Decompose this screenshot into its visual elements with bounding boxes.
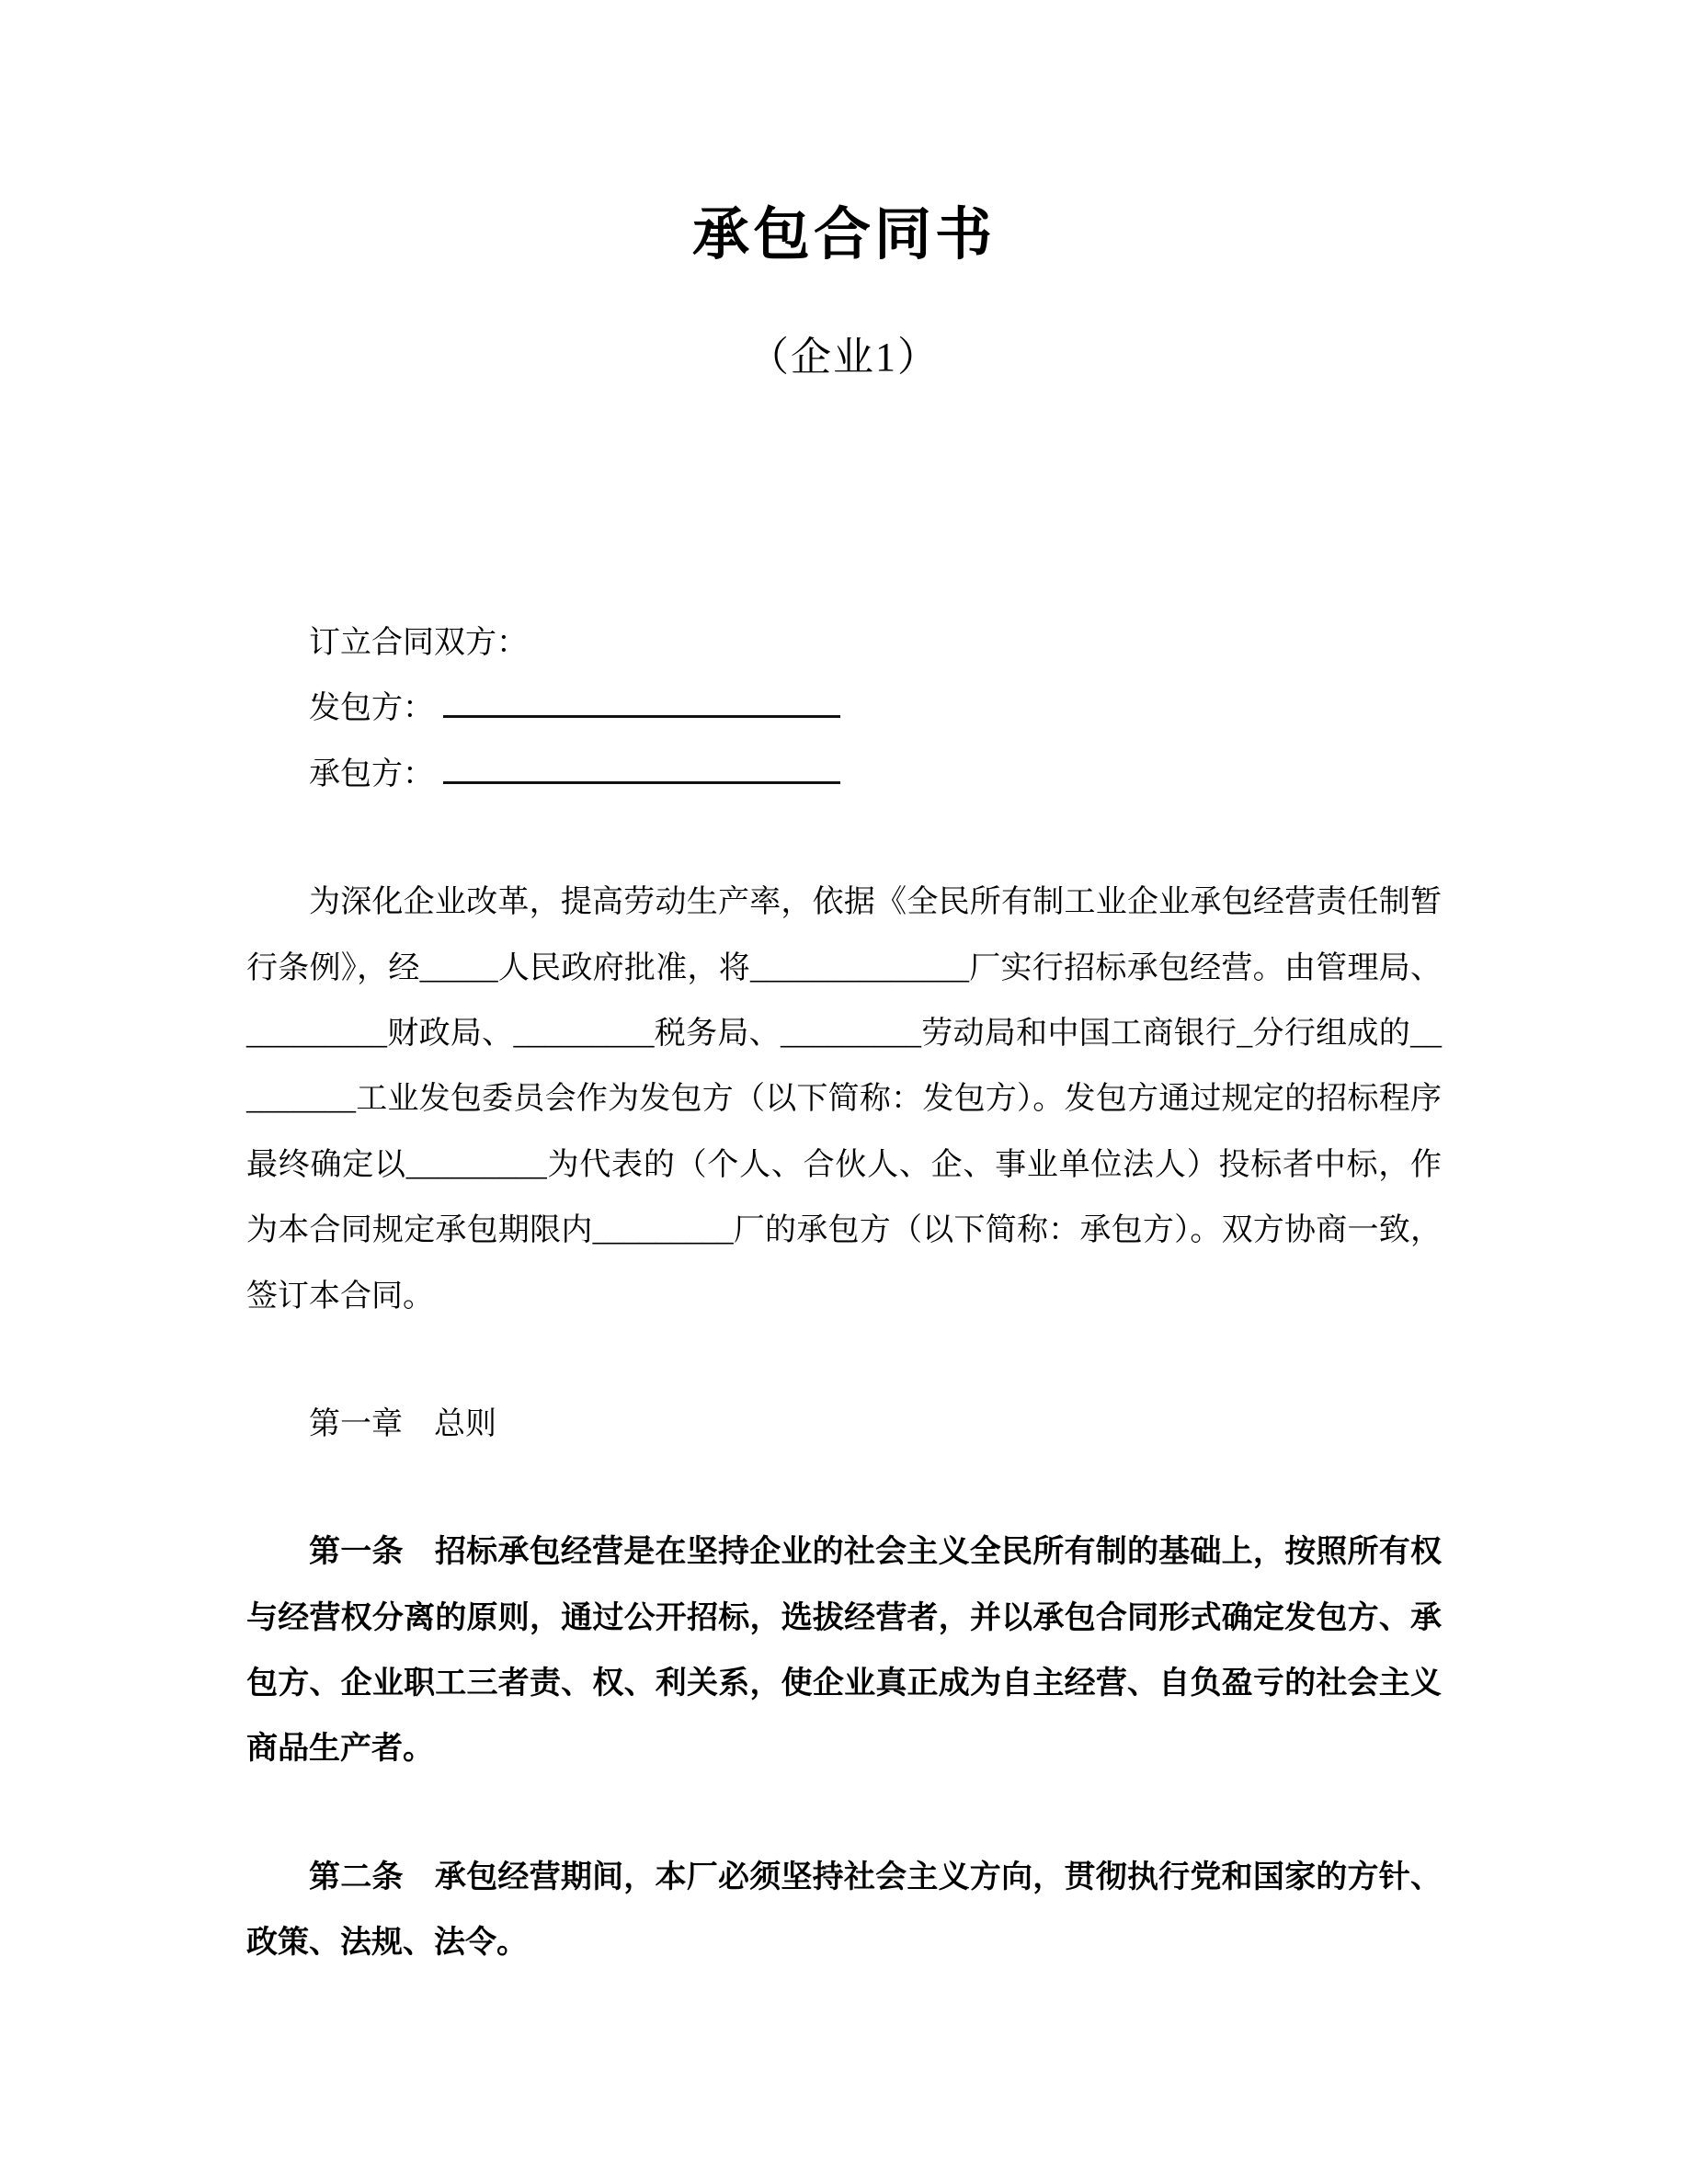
parties-intro: 订立合同双方：	[309, 626, 528, 660]
party-b-line	[246, 742, 1442, 807]
party-a-label: 发包方：	[309, 691, 434, 726]
article-1-paragraph: 第一条 招标承包经营是在坚持企业的社会主义全民所有制的基础上，按照所有权与经营权分离的原则，通过公开招标，选拔经营者，并以承包合同形式确定发包方、承包方、企业职工三者责、权、利关系，使企业真正成为自主经营、自负盈亏的社会主义商品生产者。	[246, 1534, 1442, 1767]
parties-block	[246, 610, 1442, 807]
article-2-paragraph: 第二条 承包经营期间，本厂必须坚持社会主义方向，贯彻执行党和国家的方针、政策、法规、法令。	[246, 1859, 1442, 1961]
document-subtitle: （企业1）	[748, 335, 940, 380]
party-a-line	[246, 676, 1442, 741]
document-title: 承包合同书	[691, 203, 996, 267]
party-a-blank-line	[443, 689, 840, 719]
party-b-blank-line	[443, 755, 840, 784]
party-b-label: 承包方：	[309, 756, 434, 791]
preamble-paragraph: 为深化企业改革，提高劳动生产率，依据《全民所有制工业企业承包经营责任制暂行条例》，经_____人民政府批准，将______________厂实行招标承包经营。由管理局、_________财政局、_________税务局、_________劳动局和中国工商银行_分行组成的_________工业发包委员会作为发包方（以下简称：发包方）。发包方通过规定的招标程序最终确定以_________为代表的（个人、合伙人、企、事业单位法人）投标者中标，作为本合同规定承包期限内_________厂的承包方（以下简称：承包方）。双方协商一致，签订本合同。	[246, 885, 1442, 1314]
chapter-1-heading: 第一章 总则	[309, 1406, 496, 1441]
